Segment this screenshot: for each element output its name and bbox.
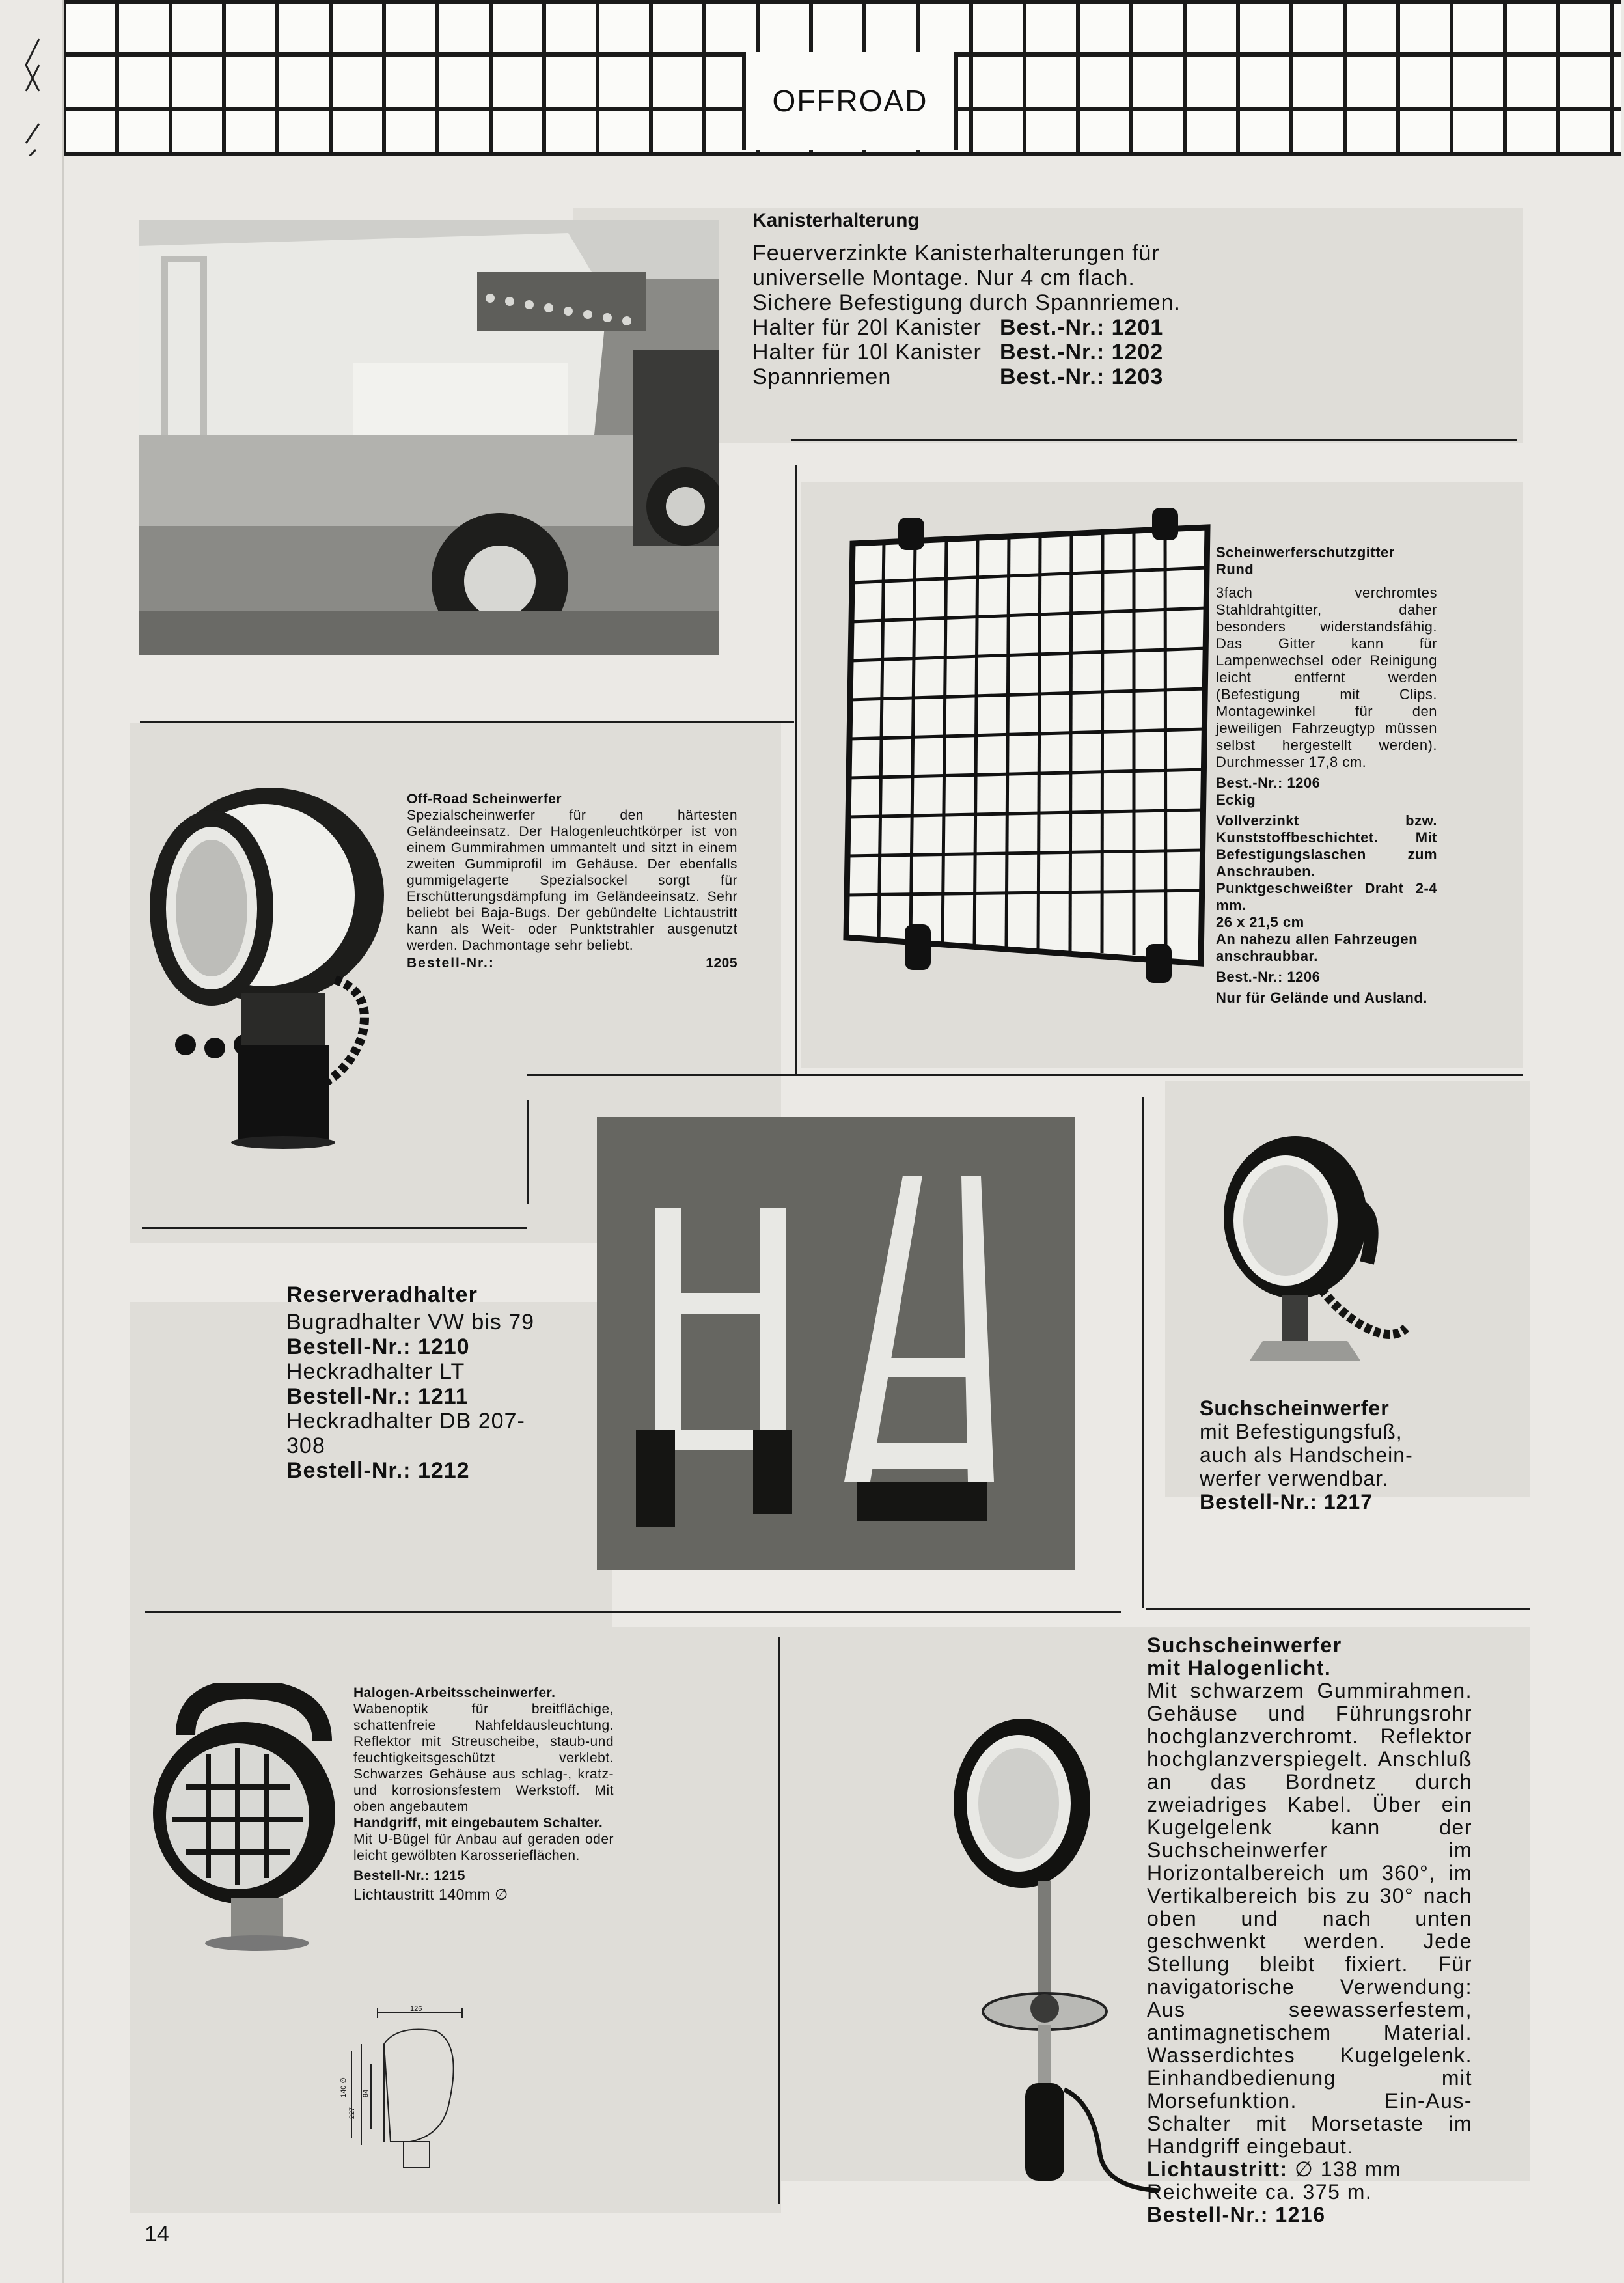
grille-illustration [833, 508, 1211, 989]
divider [795, 465, 797, 1074]
divider [527, 1074, 1523, 1076]
such2-range: Reichweite ca. 375 m. [1147, 2180, 1373, 2204]
grille-title: Scheinwerferschutzgitter [1216, 544, 1395, 560]
halogen-search-lamp-image [944, 1712, 1165, 2194]
arbeit-text-block [353, 1685, 614, 1903]
divider [791, 439, 1517, 441]
reserverad-item-label: Heckradhalter DB 207-308 [286, 1409, 525, 1458]
reserverad-item-order: Bestell-Nr.: 1211 [286, 1384, 469, 1409]
reserverad-title: Reserveradhalter [286, 1282, 478, 1307]
such2-light-label: Lichtaustritt: [1147, 2157, 1288, 2181]
reserverad-item-label: Heckradhalter LT [286, 1359, 465, 1384]
kanister-item-label: Spannriemen [752, 365, 892, 389]
dim-height: 227 [348, 2107, 357, 2120]
section-title: OFFROAD [742, 52, 958, 150]
such2-order: Bestell-Nr.: 1216 [1147, 2203, 1326, 2226]
grille-size: 26 x 21,5 cm [1216, 914, 1304, 930]
reserverad-text-block [286, 1282, 560, 1483]
grille-description: 3fach verchromtes Stahldrahtgitter, daher besonders widerstandsfähig. Das Gitter kann für Lampenwechsel oder Reinigung leicht entfernt werden (Befestigung mit Clips. Montagewinkel für den jeweiligen Fahrzeugtyp müssen selbst hergestellt werden). Durchmesser 17,8 cm. [1216, 585, 1437, 770]
work-lamp-dimension-drawing [338, 2005, 475, 2174]
divider [1142, 1097, 1144, 1608]
kanister-text [752, 241, 1221, 389]
offroad-text-block [407, 791, 737, 971]
binding-edge [62, 0, 64, 2283]
page-number: 14 [145, 2222, 169, 2247]
grille-subtitle-2: Eckig [1216, 792, 1256, 808]
such2-subtitle: mit Halogenlicht. [1147, 1656, 1332, 1680]
grille-text-block [1216, 544, 1437, 1006]
such1-title: Suchscheinwerfer [1200, 1396, 1390, 1420]
arbeit-mount: Mit U-Bügel für Anbau auf geraden oder leicht gewölbten Karosserieflächen. [353, 1832, 614, 1863]
arbeit-description: Wabenoptik für breitflächige, schattenfreie Nahfeldausleuchtung. Reflektor mit Streuscheibe, staub-und feuchtigkeitsgeschützt verklebt. Schwarzes Gehäuse aus schlag-, kratz-und korrosionsfestem Werkstoff. Mit oben angebautem [353, 1702, 614, 1814]
arbeit-light: Lichtaustritt 140mm ∅ [353, 1886, 508, 1903]
work-lamp-image [146, 1683, 342, 1956]
dim-width: 126 [410, 2005, 422, 2013]
such1-line: auch als Handschein- [1200, 1443, 1413, 1467]
wheel-holder-photo [597, 1117, 1075, 1570]
divider [142, 1227, 527, 1229]
grille-note: Nur für Gelände und Ausland. [1216, 989, 1427, 1006]
grille-order-2: Best.-Nr.: 1206 [1216, 969, 1321, 985]
reserverad-item-order: Bestell-Nr.: 1210 [286, 1335, 470, 1359]
such1-text-block [1200, 1396, 1486, 1514]
divider [140, 721, 794, 723]
such2-description: Mit schwarzem Gummirahmen. Gehäuse und Führungsrohr hochglanzverchromt. Reflektor hochglanzverspiegelt. Anschluß an das Bordnetz durch zweiadriges Kabel. Über ein Kugelgelenk kann der Suchscheinwerfer im Horizontalbereich um 360°, im Vertikalbereich bis zu 30° nach oben und nach unten geschwenkt werden. Jede Stellung bleibt fixiert. Für navigatorische Verwendung: Aus seewasserfestem, antimagnetischem Material. Wasserdichtes Kugelgelenk. Einhandbedienung mit Morsefunktion. Ein-Aus-Schalter mit Morsetaste im Handgriff eingebaut. [1147, 1679, 1472, 2158]
kanister-item-label: Halter für 10l Kanister [752, 340, 982, 365]
kanister-line: Feuerverzinkte Kanisterhalterungen für [752, 241, 1160, 266]
divider [778, 1637, 780, 2204]
kanister-title: Kanisterhalterung [752, 210, 920, 231]
offroad-description: Spezialscheinwerfer für den härtesten Geländeeinsatz. Der Halogenleuchtkörper ist von einem Gummirahmen ummantelt und sitzt in einem zweiten Gummiprofil im Gehäuse. Der ebenfalls gummigelagerte Spezialsockel sorgt für Erschütterungsdämpfung im Geländeeinsatz. Sehr beliebt bei Baja-Bugs. Der gebündelte Lichtaustritt kann als Weit- oder Punktstrahler ausgenutzt werden. Dachmontage sehr beliebt. [407, 808, 737, 953]
grille-order: Best.-Nr.: 1206 [1216, 775, 1321, 791]
kanister-item-label: Halter für 20l Kanister [752, 315, 982, 340]
kanister-item-order: Best.-Nr.: 1203 [1000, 365, 1164, 389]
offroad-lamp-image [140, 784, 400, 1149]
kanister-line: universelle Montage. Nur 4 cm flach. [752, 266, 1135, 290]
offroad-order-value: 1205 [706, 956, 737, 971]
reserverad-item-label: Bugradhalter VW bis 79 [286, 1310, 535, 1335]
arbeit-title: Halogen-Arbeitsscheinwerfer. [353, 1685, 556, 1700]
truck-photo [139, 220, 719, 655]
divider [145, 1611, 1121, 1613]
such2-text-block [1147, 1634, 1472, 2226]
edge-marks [20, 26, 52, 156]
search-lamp-image [1211, 1133, 1412, 1380]
divider [527, 1100, 529, 1204]
divider [1146, 1608, 1530, 1610]
offroad-title: Off-Road Scheinwerfer [407, 792, 562, 807]
arbeit-order: Bestell-Nr.: 1215 [353, 1868, 465, 1883]
grille-subtitle: Rund [1216, 561, 1254, 577]
such2-title: Suchscheinwerfer [1147, 1633, 1342, 1657]
such1-line: werfer verwendbar. [1200, 1467, 1389, 1490]
arbeit-handle: Handgriff, mit eingebautem Schalter. [353, 1816, 603, 1831]
kanister-item-order: Best.-Nr.: 1201 [1000, 315, 1164, 340]
grille-fit: An nahezu allen Fahrzeugen anschraubbar. [1216, 931, 1418, 964]
dim-depth: 84 [362, 2089, 370, 2098]
such2-light-value: ∅ 138 mm [1294, 2157, 1402, 2181]
reserverad-item-order: Bestell-Nr.: 1212 [286, 1458, 470, 1483]
dim-diameter: 140 ∅ [340, 2077, 348, 2097]
grille-description-2: Vollverzinkt bzw. Kunststoffbeschichtet. Mit Befestigungslaschen zum Anschrauben. Punktgeschweißter Draht 2-4 mm. [1216, 812, 1437, 913]
offroad-order-label: Bestell-Nr.: [407, 956, 495, 971]
kanister-item-order: Best.-Nr.: 1202 [1000, 340, 1164, 365]
kanister-line: Sichere Befestigung durch Spannriemen. [752, 290, 1181, 315]
such1-order: Bestell-Nr.: 1217 [1200, 1490, 1373, 1514]
such1-line: mit Befestigungsfuß, [1200, 1420, 1403, 1443]
